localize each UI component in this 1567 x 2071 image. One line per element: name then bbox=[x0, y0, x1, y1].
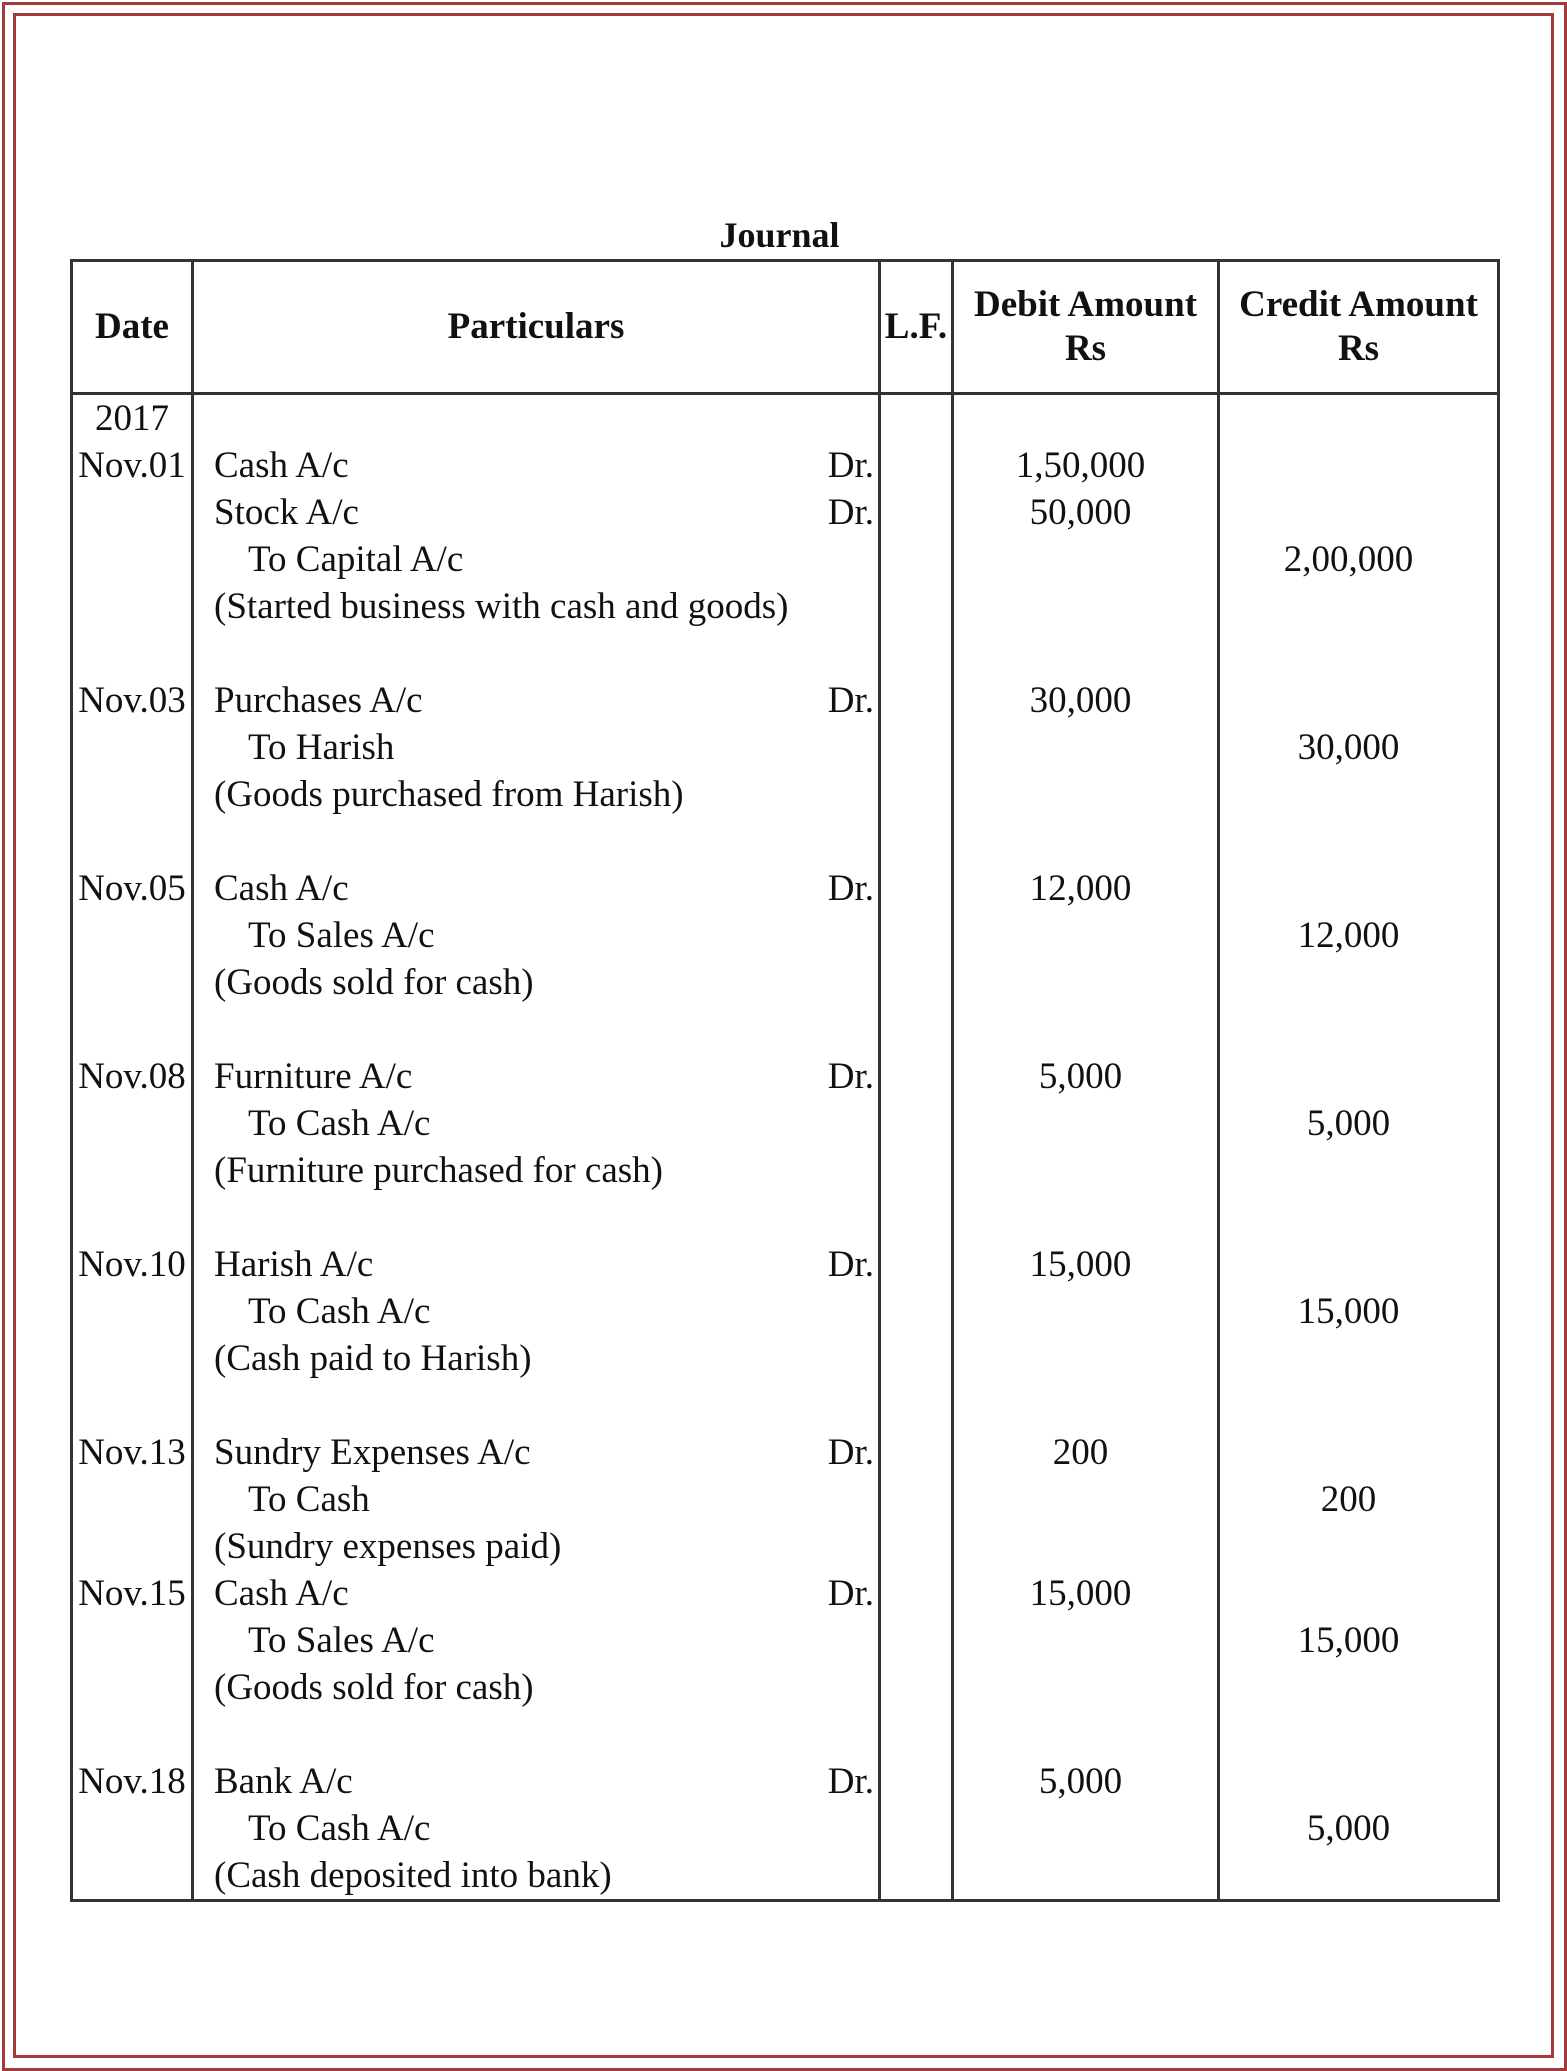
credit-amount: 5,000 bbox=[1306, 1808, 1391, 1849]
header-debit-line2: Rs bbox=[1064, 328, 1107, 369]
credit-account: To Cash A/c bbox=[248, 1103, 431, 1144]
blank-line bbox=[1220, 771, 1497, 818]
journal-title: Journal bbox=[719, 215, 840, 255]
blank-line bbox=[214, 395, 876, 442]
blank-line bbox=[954, 818, 1217, 865]
blank-line bbox=[73, 1664, 191, 1711]
debit-amount: 50,000 bbox=[1029, 492, 1132, 533]
blank-line bbox=[1220, 1429, 1497, 1476]
blank-line bbox=[214, 818, 876, 865]
credit-account: To Sales A/c bbox=[248, 1620, 435, 1661]
blank-line bbox=[73, 1335, 191, 1382]
debit-account: Cash A/c bbox=[214, 445, 349, 486]
dr-marker: Dr. bbox=[827, 868, 874, 909]
dr-marker: Dr. bbox=[827, 1244, 874, 1285]
dr-marker: Dr. bbox=[827, 1761, 874, 1802]
blank-line bbox=[1220, 1147, 1497, 1194]
debit-account-line bbox=[214, 489, 876, 536]
dr-marker: Dr. bbox=[827, 492, 874, 533]
blank-line bbox=[1220, 1570, 1497, 1617]
dr-marker: Dr. bbox=[827, 680, 874, 721]
debit-account: Purchases A/c bbox=[214, 680, 423, 721]
credit-account: To Sales A/c bbox=[248, 915, 435, 956]
narration: (Goods sold for cash) bbox=[214, 1667, 534, 1708]
credit-amount: 12,000 bbox=[1297, 915, 1400, 956]
narration: (Cash paid to Harish) bbox=[214, 1338, 532, 1379]
blank-line bbox=[73, 1382, 191, 1429]
blank-line bbox=[954, 1382, 1217, 1429]
blank-line bbox=[73, 489, 191, 536]
date-column bbox=[72, 394, 193, 1901]
dr-marker: Dr. bbox=[827, 1056, 874, 1097]
blank-line bbox=[1220, 395, 1497, 442]
blank-line bbox=[954, 1617, 1217, 1664]
credit-account: To Capital A/c bbox=[248, 539, 464, 580]
blank-line bbox=[1220, 630, 1497, 677]
blank-line bbox=[73, 1523, 191, 1570]
debit-column bbox=[953, 394, 1219, 1901]
credit-amount: 5,000 bbox=[1306, 1103, 1391, 1144]
blank-line bbox=[73, 1006, 191, 1053]
debit-amount: 15,000 bbox=[1029, 1244, 1132, 1285]
narration: (Started business with cash and goods) bbox=[214, 586, 789, 627]
debit-account: Harish A/c bbox=[214, 1244, 374, 1285]
blank-line bbox=[954, 630, 1217, 677]
blank-line bbox=[214, 1711, 876, 1758]
dr-marker: Dr. bbox=[827, 1573, 874, 1614]
blank-line bbox=[73, 818, 191, 865]
entry-date: Nov.01 bbox=[78, 445, 186, 486]
blank-line bbox=[73, 1476, 191, 1523]
entry-date: Nov.10 bbox=[78, 1244, 186, 1285]
blank-line bbox=[73, 1852, 191, 1899]
blank-line bbox=[73, 724, 191, 771]
blank-line bbox=[954, 1147, 1217, 1194]
debit-account: Sundry Expenses A/c bbox=[214, 1432, 531, 1473]
narration: (Sundry expenses paid) bbox=[214, 1526, 562, 1567]
debit-amount: 15,000 bbox=[1029, 1573, 1132, 1614]
blank-line bbox=[954, 1476, 1217, 1523]
particulars-column bbox=[193, 394, 880, 1901]
header-date: Date bbox=[72, 261, 193, 394]
blank-line bbox=[1220, 442, 1497, 489]
credit-amount: 15,000 bbox=[1297, 1291, 1400, 1332]
narration: (Goods sold for cash) bbox=[214, 962, 534, 1003]
blank-line bbox=[954, 1711, 1217, 1758]
debit-account-line bbox=[214, 1241, 876, 1288]
blank-line bbox=[73, 583, 191, 630]
credit-account: To Cash A/c bbox=[248, 1808, 431, 1849]
dr-marker: Dr. bbox=[827, 1432, 874, 1473]
blank-line bbox=[954, 1523, 1217, 1570]
blank-line bbox=[73, 1288, 191, 1335]
blank-line bbox=[954, 1288, 1217, 1335]
blank-line bbox=[73, 771, 191, 818]
blank-line bbox=[954, 1664, 1217, 1711]
debit-account: Bank A/c bbox=[214, 1761, 353, 1802]
journal-table bbox=[70, 259, 1500, 1902]
blank-line bbox=[73, 912, 191, 959]
blank-line bbox=[1220, 1241, 1497, 1288]
blank-line bbox=[1220, 677, 1497, 724]
debit-amount: 200 bbox=[1052, 1432, 1109, 1473]
blank-line bbox=[1220, 583, 1497, 630]
header-row bbox=[72, 261, 1499, 394]
debit-amount: 5,000 bbox=[1038, 1056, 1123, 1097]
debit-amount: 1,50,000 bbox=[1015, 445, 1146, 486]
blank-line bbox=[954, 536, 1217, 583]
credit-amount: 30,000 bbox=[1297, 727, 1400, 768]
year-label: 2017 bbox=[95, 398, 169, 439]
blank-line bbox=[1220, 1006, 1497, 1053]
debit-amount: 30,000 bbox=[1029, 680, 1132, 721]
debit-amount: 5,000 bbox=[1038, 1761, 1123, 1802]
blank-line bbox=[214, 1194, 876, 1241]
blank-line bbox=[954, 1006, 1217, 1053]
blank-line bbox=[73, 1617, 191, 1664]
debit-account: Furniture A/c bbox=[214, 1056, 413, 1097]
blank-line bbox=[954, 1194, 1217, 1241]
blank-line bbox=[954, 1335, 1217, 1382]
blank-line bbox=[73, 1194, 191, 1241]
credit-account: To Cash bbox=[248, 1479, 370, 1520]
entry-date: Nov.03 bbox=[78, 680, 186, 721]
blank-line bbox=[1220, 1711, 1497, 1758]
narration: (Cash deposited into bank) bbox=[214, 1855, 612, 1896]
credit-column bbox=[1219, 394, 1499, 1901]
narration: (Furniture purchased for cash) bbox=[214, 1150, 663, 1191]
blank-line bbox=[73, 1711, 191, 1758]
blank-line bbox=[1220, 959, 1497, 1006]
narration: (Goods purchased from Harish) bbox=[214, 774, 684, 815]
debit-account-line bbox=[214, 677, 876, 724]
blank-line bbox=[1220, 1664, 1497, 1711]
debit-account-line bbox=[214, 1758, 876, 1805]
blank-line bbox=[954, 1805, 1217, 1852]
blank-line bbox=[1220, 1053, 1497, 1100]
blank-line bbox=[214, 1006, 876, 1053]
credit-amount: 15,000 bbox=[1297, 1620, 1400, 1661]
header-lf: L.F. bbox=[880, 261, 953, 394]
blank-line bbox=[1220, 1758, 1497, 1805]
journal-body-row bbox=[72, 394, 1499, 1901]
blank-line bbox=[954, 583, 1217, 630]
blank-line bbox=[1220, 1194, 1497, 1241]
lf-column bbox=[880, 394, 953, 1901]
credit-amount: 2,00,000 bbox=[1283, 539, 1414, 580]
header-credit-line2: Rs bbox=[1337, 328, 1380, 369]
debit-account-line bbox=[214, 442, 876, 489]
debit-account-line bbox=[214, 1053, 876, 1100]
blank-line bbox=[954, 959, 1217, 1006]
blank-line bbox=[954, 912, 1217, 959]
debit-account-line bbox=[214, 1429, 876, 1476]
debit-account: Cash A/c bbox=[214, 1573, 349, 1614]
blank-line bbox=[1220, 1852, 1497, 1899]
blank-line bbox=[73, 536, 191, 583]
header-particulars: Particulars bbox=[193, 261, 880, 394]
header-debit-line1: Debit Amount bbox=[973, 284, 1198, 325]
dr-marker: Dr. bbox=[827, 445, 874, 486]
debit-account-line bbox=[214, 865, 876, 912]
debit-amount: 12,000 bbox=[1029, 868, 1132, 909]
credit-account: To Cash A/c bbox=[248, 1291, 431, 1332]
blank-line bbox=[954, 724, 1217, 771]
blank-line bbox=[1220, 1335, 1497, 1382]
debit-account: Cash A/c bbox=[214, 868, 349, 909]
blank-line bbox=[1220, 489, 1497, 536]
debit-account-line bbox=[214, 1570, 876, 1617]
blank-line bbox=[1220, 1382, 1497, 1429]
blank-line bbox=[214, 630, 876, 677]
blank-line bbox=[73, 1805, 191, 1852]
entry-date: Nov.05 bbox=[78, 868, 186, 909]
blank-line bbox=[1220, 865, 1497, 912]
blank-line bbox=[73, 959, 191, 1006]
credit-account: To Harish bbox=[248, 727, 395, 768]
blank-line bbox=[214, 1382, 876, 1429]
blank-line bbox=[1220, 818, 1497, 865]
credit-amount: 200 bbox=[1320, 1479, 1377, 1520]
blank-line bbox=[1220, 1523, 1497, 1570]
blank-line bbox=[73, 630, 191, 677]
entry-date: Nov.08 bbox=[78, 1056, 186, 1097]
header-credit-line1: Credit Amount bbox=[1239, 284, 1478, 325]
entry-date: Nov.15 bbox=[78, 1573, 186, 1614]
blank-line bbox=[954, 771, 1217, 818]
blank-line bbox=[954, 1100, 1217, 1147]
blank-line bbox=[73, 1147, 191, 1194]
entry-date: Nov.18 bbox=[78, 1761, 186, 1802]
blank-line bbox=[954, 1852, 1217, 1899]
blank-line bbox=[954, 395, 1217, 442]
header-credit bbox=[1219, 261, 1499, 394]
entry-date: Nov.13 bbox=[78, 1432, 186, 1473]
blank-line bbox=[73, 1100, 191, 1147]
header-debit bbox=[953, 261, 1219, 394]
debit-account: Stock A/c bbox=[214, 492, 359, 533]
